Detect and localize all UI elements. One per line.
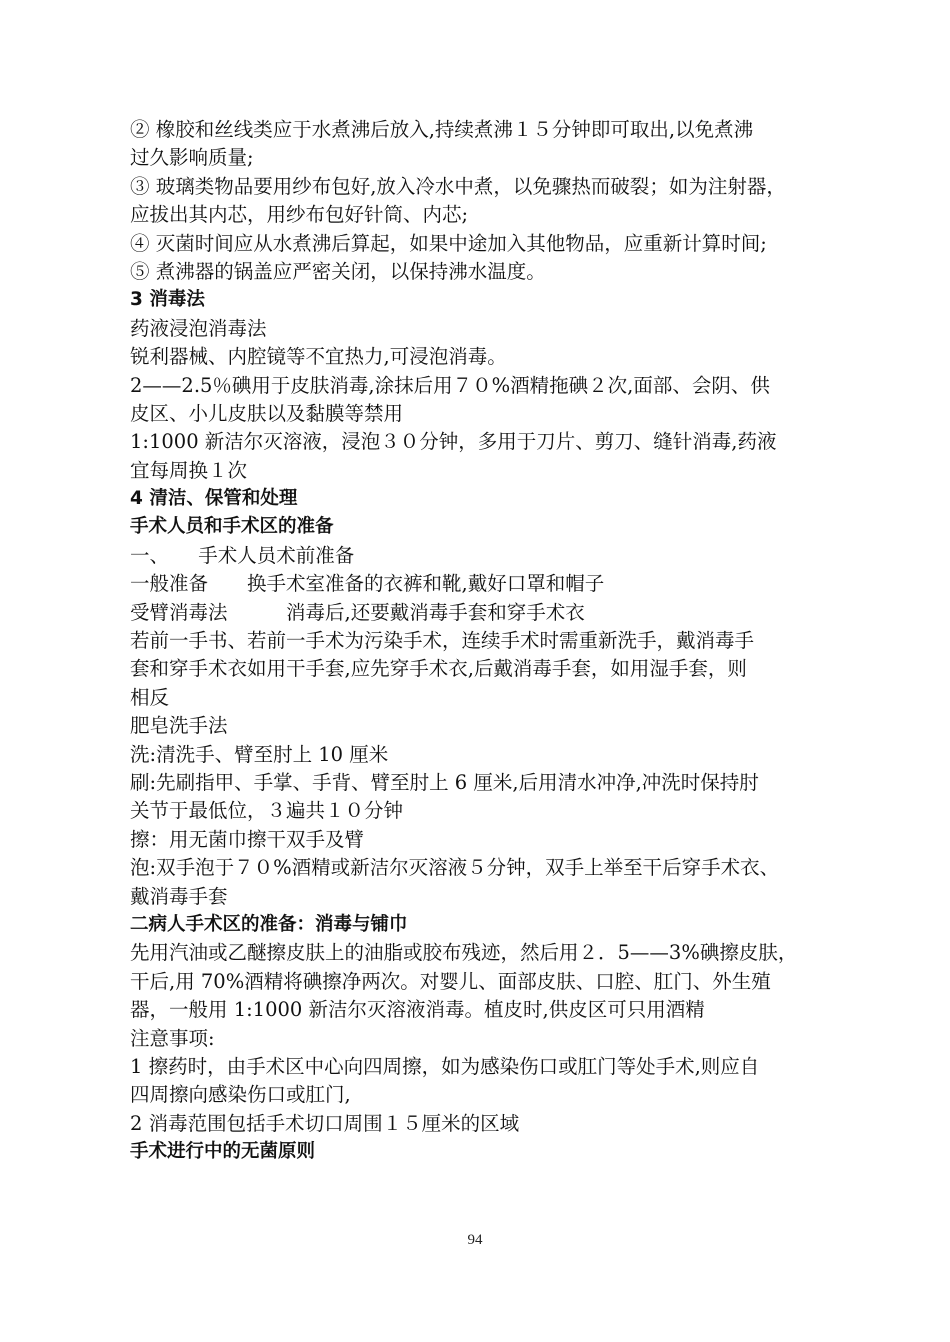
text-line: 先用汽油或乙醚擦皮肤上的油脂或胶布残迹，然后用２．5——3%碘擦皮肤，: [130, 941, 798, 965]
text-line: 相反: [130, 685, 170, 709]
text-line: 应拔出其内芯，用纱布包好针筒、内芯;: [130, 203, 469, 227]
document-body: [130, 116, 870, 1166]
text-line: 宜每周换１次: [130, 458, 248, 482]
text-line: 泡:双手泡于７０%酒精或新洁尔灭溶液５分钟，双手上举至干后穿手术衣、: [130, 856, 780, 880]
text-line: ② 橡胶和丝线类应于水煮沸后放入,持续煮沸１５分钟即可取出,以免煮沸: [130, 118, 754, 141]
text-line: 一、 手术人员术前准备: [130, 543, 355, 567]
page-number: 94: [467, 1232, 483, 1248]
text-line: 四周擦向感染伤口或肛门,: [130, 1083, 351, 1107]
text-line: 2 消毒范围包括手术切口周围１５厘米的区域: [130, 1111, 520, 1135]
text-line: 锐利器械、内腔镜等不宜热力,可浸泡消毒。: [130, 345, 507, 369]
text-line: 注意事项:: [130, 1026, 215, 1050]
text-line: 1 擦药时，由手术区中心向四周擦，如为感染伤口或肛门等处手术,则应自: [130, 1054, 760, 1078]
text-line: 器，一般用 1:1000 新洁尔灭溶液消毒。植皮时,供皮区可只用酒精: [130, 998, 705, 1022]
text-line: 刷:先刷指甲、手掌、手背、臂至肘上 6 厘米,后用清水冲净,冲洗时保持肘: [130, 770, 759, 794]
text-line: 套和穿手术衣如用干手套,应先穿手术衣,后戴消毒手套，如用湿手套，则: [130, 657, 747, 681]
text-line: ③ 玻璃类物品要用纱布包好,放入冷水中煮，以免骤热而破裂；如为注射器，: [130, 174, 786, 198]
text-line: 洗:清洗手、臂至肘上 10 厘米: [130, 742, 389, 766]
text-line: 戴消毒手套: [130, 884, 228, 908]
text-line: 皮区、小儿皮肤以及黏膜等禁用: [130, 401, 404, 425]
text-line: 药液浸泡消毒法: [130, 316, 267, 340]
text-line: ④ 灭菌时间应从水煮沸后算起，如果中途加入其他物品，应重新计算时间;: [130, 231, 767, 255]
section-heading: 3 消毒法: [130, 289, 205, 311]
text-line: 一般准备 换手术室准备的衣裤和靴,戴好口罩和帽子: [130, 572, 605, 596]
text-line: 受臂消毒法 消毒后,还要戴消毒手套和穿手术衣: [130, 600, 585, 624]
text-line: 2——2.5％碘用于皮肤消毒,涂抹后用７０%酒精拖碘２次,面部、会阴、供: [130, 373, 770, 397]
section-heading: 4 清洁、保管和处理: [130, 488, 298, 510]
text-line: 关节于最低位，３遍共１０分钟: [130, 799, 404, 823]
text-line: 过久影响质量;: [130, 146, 254, 170]
section-heading: 手术进行中的无菌原则: [130, 1141, 316, 1163]
text-line: 擦：用无菌巾擦干双手及臂: [130, 827, 365, 851]
text-line: 若前一手书、若前一手术为污染手术，连续手术时需重新洗手，戴消毒手: [130, 629, 755, 653]
text-line: ⑤ 煮沸器的锅盖应严密关闭，以保持沸水温度。: [130, 259, 546, 283]
text-line: 1:1000 新洁尔灭溶液，浸泡３０分钟，多用于刀片、剪刀、缝针消毒,药液: [130, 430, 777, 454]
text-line: 肥皂洗手法: [130, 714, 228, 738]
section-heading: 二病人手术区的准备：消毒与铺巾: [130, 913, 408, 935]
section-heading: 手术人员和手术区的准备: [130, 516, 334, 538]
text-line: 干后,用 70%酒精将碘擦净两次。对婴儿、面部皮肤、口腔、肛门、外生殖: [130, 969, 771, 993]
